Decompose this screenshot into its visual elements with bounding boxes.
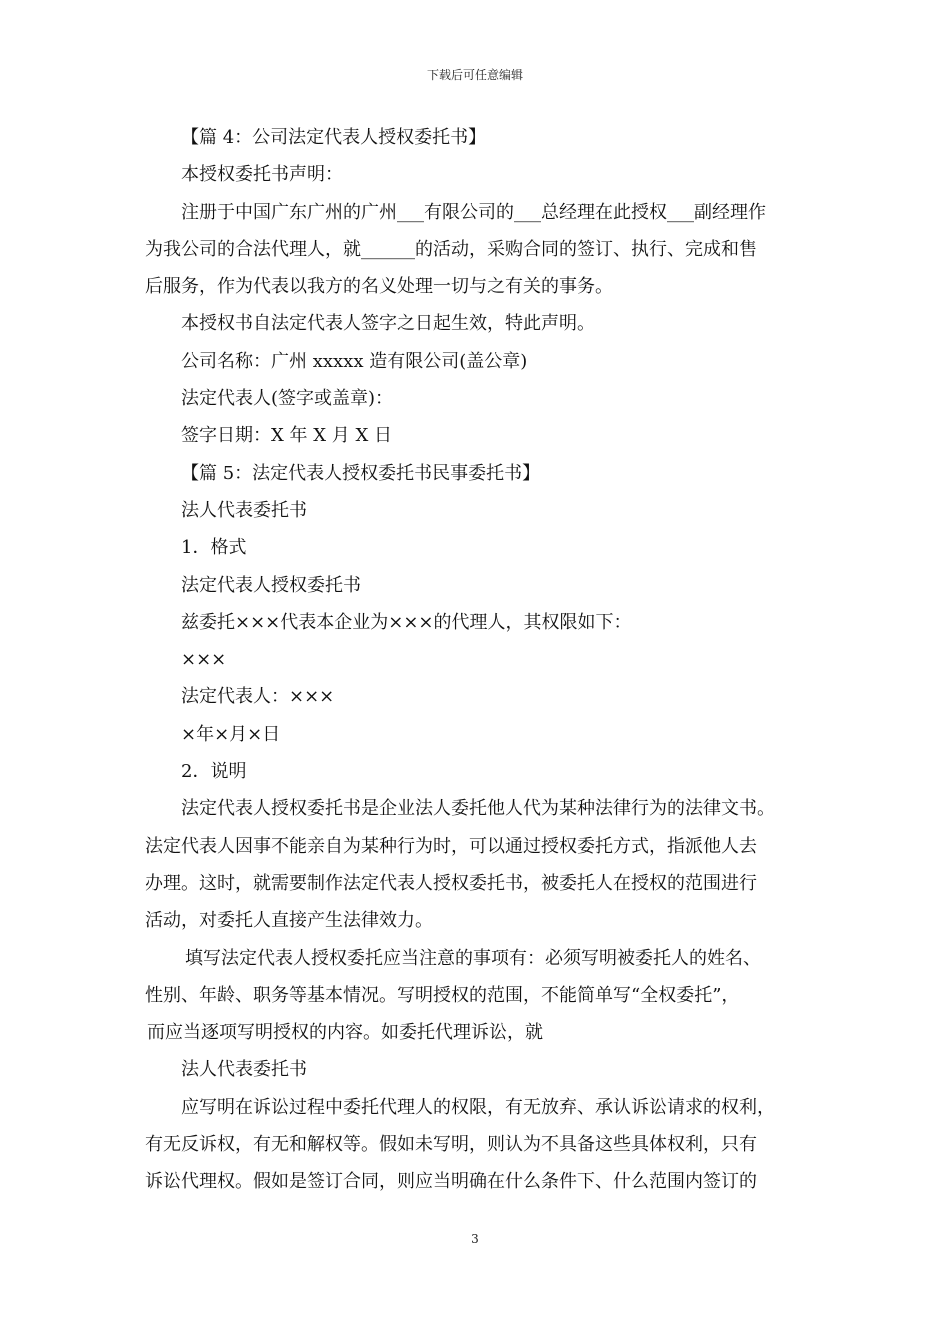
paragraph-line: 本授权委托书声明： xyxy=(181,164,343,186)
paragraph-line: 性别、年龄、职务等基本情况。写明授权的范围，不能简单写“全权委托”， xyxy=(145,984,740,1006)
paragraph-line: ××× xyxy=(181,649,227,671)
subheading: 法人代表委托书 xyxy=(181,1059,307,1081)
paragraph-line: 填写法定代表人授权委托应当注意的事项有：必须写明被委托人的姓名、 xyxy=(185,947,761,969)
paragraph-line: 活动，对委托人直接产生法律效力。 xyxy=(145,910,433,932)
document-body xyxy=(145,119,807,1201)
paragraph-line: 应写明在诉讼过程中委托代理人的权限，有无放弃、承认诉讼请求的权利， xyxy=(181,1096,775,1118)
legal-rep-signature-line: 法定代表人(签字或盖章)： xyxy=(181,388,394,410)
page-number: 3 xyxy=(471,1232,479,1246)
paragraph-line: 法定代表人授权委托书是企业法人委托他人代为某种法律行为的法律文书。 xyxy=(181,798,775,820)
paragraph-line: 为我公司的合法代理人，就______的活动，采购合同的签订、执行、完成和售 xyxy=(145,238,757,260)
paragraph-line: 注册于中国广东广州的广州___有限公司的___总经理在此授权___副经理作 xyxy=(181,201,766,223)
subheading: 法人代表委托书 xyxy=(181,499,307,521)
paragraph-line: 法定代表人：××× xyxy=(181,686,335,708)
numbered-heading: 2．说明 xyxy=(181,761,247,783)
paragraph-line: 法定代表人因事不能亲自为某种行为时，可以通过授权委托方式，指派他人去 xyxy=(145,835,757,857)
subheading: 法定代表人授权委托书 xyxy=(181,574,361,596)
page-header: 下载后可任意编辑 xyxy=(426,68,523,82)
paragraph-line: 本授权书自法定代表人签字之日起生效，特此声明。 xyxy=(181,313,595,335)
signature-date-line: 签字日期：X 年 X 月 X 日 xyxy=(181,425,393,447)
company-name-line: 公司名称：广州 xxxxx 造有限公司(盖公章) xyxy=(181,350,528,372)
paragraph-line: 后服务，作为代表以我方的名义处理一切与之有关的事务。 xyxy=(145,276,613,298)
numbered-heading: 1．格式 xyxy=(181,537,247,559)
paragraph-line: 诉讼代理权。假如是签订合同，则应当明确在什么条件下、什么范围内签订的 xyxy=(145,1171,757,1193)
paragraph-line: ×年×月×日 xyxy=(181,723,281,745)
paragraph-line: 有无反诉权，有无和解权等。假如未写明，则认为不具备这些具体权利，只有 xyxy=(145,1134,757,1156)
paragraph-line: 兹委托×××代表本企业为×××的代理人，其权限如下： xyxy=(181,611,632,633)
paragraph-line: 办理。这时，就需要制作法定代表人授权委托书，被委托人在授权的范围进行 xyxy=(145,872,757,894)
paragraph-line: 而应当逐项写明授权的内容。如委托代理诉讼，就 xyxy=(147,1022,543,1044)
section-heading-5: 【篇 5：法定代表人授权委托书民事委托书】 xyxy=(181,462,541,484)
section-heading-4: 【篇 4：公司法定代表人授权委托书】 xyxy=(181,127,487,148)
